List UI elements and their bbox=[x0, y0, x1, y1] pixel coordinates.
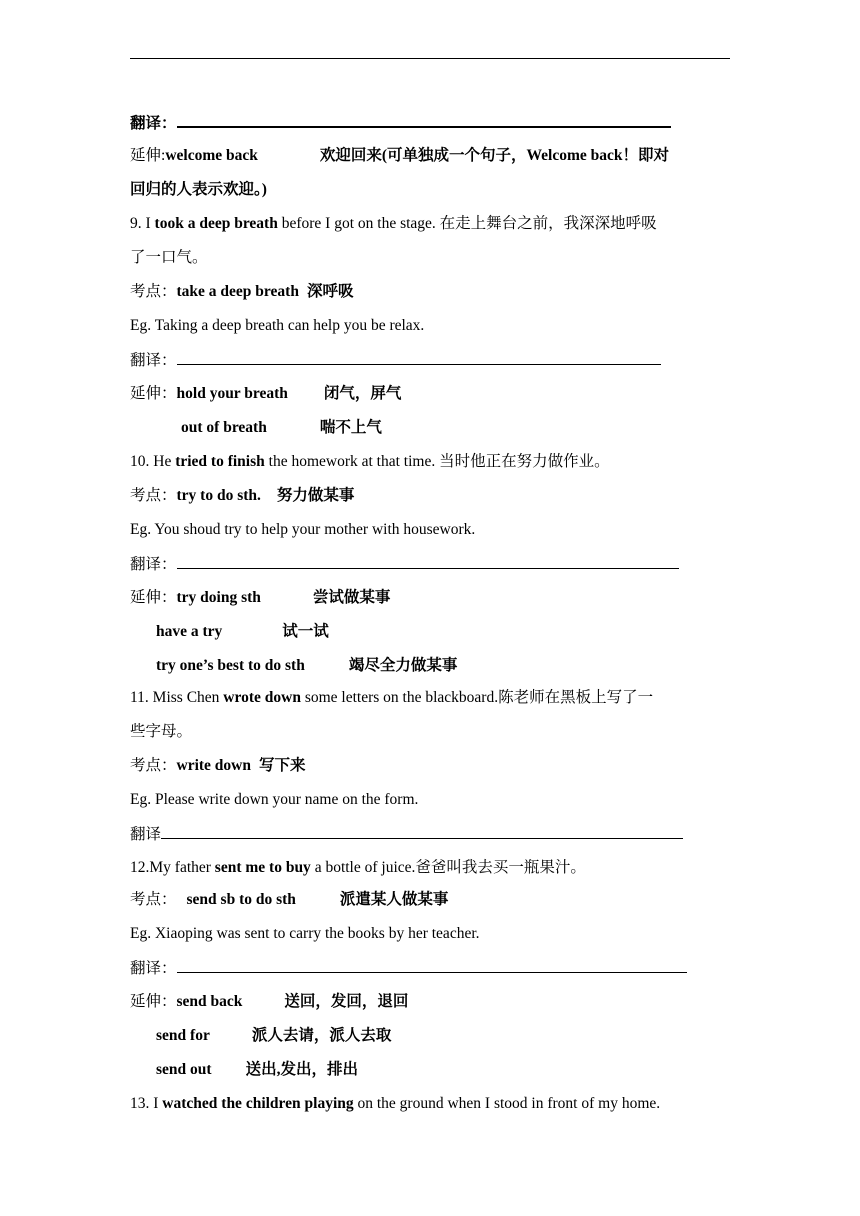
kaodian-11 bbox=[130, 756, 306, 776]
translation-10 bbox=[130, 554, 679, 575]
answer-blank[interactable] bbox=[177, 350, 661, 365]
kaodian-phrase: send sb to do sth bbox=[186, 891, 296, 908]
kaodian-meaning: 努力做某事 bbox=[276, 487, 355, 504]
extension-meaning: 送出,发出，排出 bbox=[245, 1061, 358, 1078]
extension-meaning-en: Welcome back bbox=[526, 147, 623, 164]
key-phrase: sent me to buy bbox=[214, 859, 311, 876]
kaodian-meaning: 写下来 bbox=[259, 757, 306, 774]
header-rule bbox=[130, 58, 730, 59]
kaodian-9 bbox=[130, 282, 353, 302]
sentence-13 bbox=[130, 1094, 660, 1114]
sentence-text: on the ground when I stood in front of my home. bbox=[353, 1095, 661, 1112]
example-sentence: Eg. You shoud try to help your mother with housework. bbox=[130, 521, 476, 538]
sentence-text: the homework at that time. 当时他正在努力做作业。 bbox=[264, 453, 610, 470]
translation-label: 翻译： bbox=[130, 352, 177, 369]
translation-11 bbox=[130, 824, 683, 845]
extension-phrase: have a try bbox=[156, 623, 223, 640]
sentence-number: 13. I bbox=[130, 1095, 163, 1112]
sentence-number: 11. Miss Chen bbox=[130, 689, 224, 706]
extension-meaning-end: ！即对 bbox=[622, 147, 670, 164]
sentence-text: before I got on the stage. 在走上舞台之前，我深深地呼吸 bbox=[277, 215, 657, 232]
extension-meaning: 派人去请，派人去取 bbox=[251, 1027, 392, 1044]
extension-meaning-cont: 回归的人表示欢迎。) bbox=[130, 181, 267, 198]
kaodian-10 bbox=[130, 486, 354, 506]
extension-meaning: 喘不上气 bbox=[319, 419, 382, 436]
translation-9 bbox=[130, 350, 661, 371]
translation-label: 翻译： bbox=[130, 556, 177, 573]
example-sentence: Eg. Xiaoping was sent to carry the books by her teacher. bbox=[130, 925, 480, 942]
sentence-text: 了一口气。 bbox=[130, 249, 208, 266]
answer-blank[interactable] bbox=[177, 112, 671, 128]
kaodian-phrase: take a deep breath bbox=[176, 283, 299, 300]
sentence-number: 9. I bbox=[130, 215, 155, 232]
example-9 bbox=[130, 316, 424, 336]
extension-line bbox=[130, 146, 669, 166]
translation-line bbox=[130, 112, 671, 134]
extension-phrase: hold your breath bbox=[176, 385, 288, 402]
key-phrase: watched the children playing bbox=[162, 1095, 354, 1112]
extension-phrase: welcome back bbox=[165, 147, 258, 164]
sentence-11 bbox=[130, 688, 653, 708]
sentence-number: 12.My father bbox=[130, 859, 215, 876]
kaodian-phrase: write down bbox=[176, 757, 251, 774]
extension-9-b bbox=[181, 418, 382, 438]
extension-12-c bbox=[156, 1060, 358, 1080]
kaodian-meaning: 派遣某人做某事 bbox=[339, 891, 449, 908]
extension-continuation bbox=[130, 180, 267, 200]
sentence-9 bbox=[130, 214, 657, 234]
example-sentence: Eg. Taking a deep breath can help you be relax. bbox=[130, 317, 425, 334]
extension-meaning: 送回，发回，退回 bbox=[284, 993, 409, 1010]
extension-label: 延伸： bbox=[130, 589, 177, 606]
translation-label: 翻译： bbox=[130, 960, 177, 977]
example-sentence: Eg. Please write down your name on the form. bbox=[130, 791, 419, 808]
kaodian-label: 考点： bbox=[130, 487, 177, 504]
extension-phrase: try one’s best to do sth bbox=[156, 657, 305, 674]
sentence-11-cont bbox=[130, 722, 192, 742]
extension-phrase: out of breath bbox=[181, 419, 267, 436]
sentence-number: 10. He bbox=[130, 453, 176, 470]
answer-blank[interactable] bbox=[161, 824, 683, 839]
extension-10-b bbox=[156, 622, 329, 642]
extension-label: 延伸： bbox=[130, 993, 177, 1010]
example-12 bbox=[130, 924, 480, 944]
extension-12-a bbox=[130, 992, 408, 1012]
extension-meaning: 闭气，屏气 bbox=[323, 385, 402, 402]
extension-meaning: 试一试 bbox=[282, 623, 329, 640]
extension-10-c bbox=[156, 656, 457, 676]
key-phrase: tried to finish bbox=[175, 453, 265, 470]
kaodian-meaning: 深呼吸 bbox=[306, 283, 354, 300]
answer-blank[interactable] bbox=[177, 554, 679, 569]
sentence-9-cont bbox=[130, 248, 208, 268]
sentence-10 bbox=[130, 452, 610, 472]
kaodian-label: 考点： bbox=[130, 283, 177, 300]
kaodian-label: 考点： bbox=[130, 891, 177, 908]
sentence-text: 些字母。 bbox=[130, 723, 193, 740]
sentence-12 bbox=[130, 858, 586, 878]
kaodian-label: 考点： bbox=[130, 757, 177, 774]
key-phrase: took a deep breath bbox=[154, 215, 278, 232]
answer-blank[interactable] bbox=[177, 958, 687, 973]
extension-9-a bbox=[130, 384, 401, 404]
translation-label: 翻译 bbox=[130, 826, 162, 843]
extension-12-b bbox=[156, 1026, 391, 1046]
key-phrase: wrote down bbox=[223, 689, 301, 706]
extension-meaning: 欢迎回来(可单独成一个句子， bbox=[319, 147, 527, 164]
extension-phrase: send out bbox=[156, 1061, 212, 1078]
extension-phrase: try doing sth bbox=[176, 589, 261, 606]
kaodian-phrase: try to do sth. bbox=[176, 487, 261, 504]
sentence-text: a bottle of juice.爸爸叫我去买一瓶果汁。 bbox=[310, 859, 586, 876]
sentence-text: some letters on the blackboard.陈老师在黑板上写了一 bbox=[300, 689, 654, 706]
extension-phrase: send for bbox=[156, 1027, 210, 1044]
translation-12 bbox=[130, 958, 687, 979]
example-10 bbox=[130, 520, 475, 540]
extension-label: 延伸: bbox=[130, 147, 166, 164]
translation-label: 翻译： bbox=[130, 115, 177, 132]
extension-meaning: 尝试做某事 bbox=[312, 589, 391, 606]
extension-10-a bbox=[130, 588, 390, 608]
extension-meaning: 竭尽全力做某事 bbox=[348, 657, 458, 674]
example-11 bbox=[130, 790, 418, 810]
extension-label: 延伸： bbox=[130, 385, 177, 402]
kaodian-12 bbox=[130, 890, 448, 910]
extension-phrase: send back bbox=[176, 993, 243, 1010]
